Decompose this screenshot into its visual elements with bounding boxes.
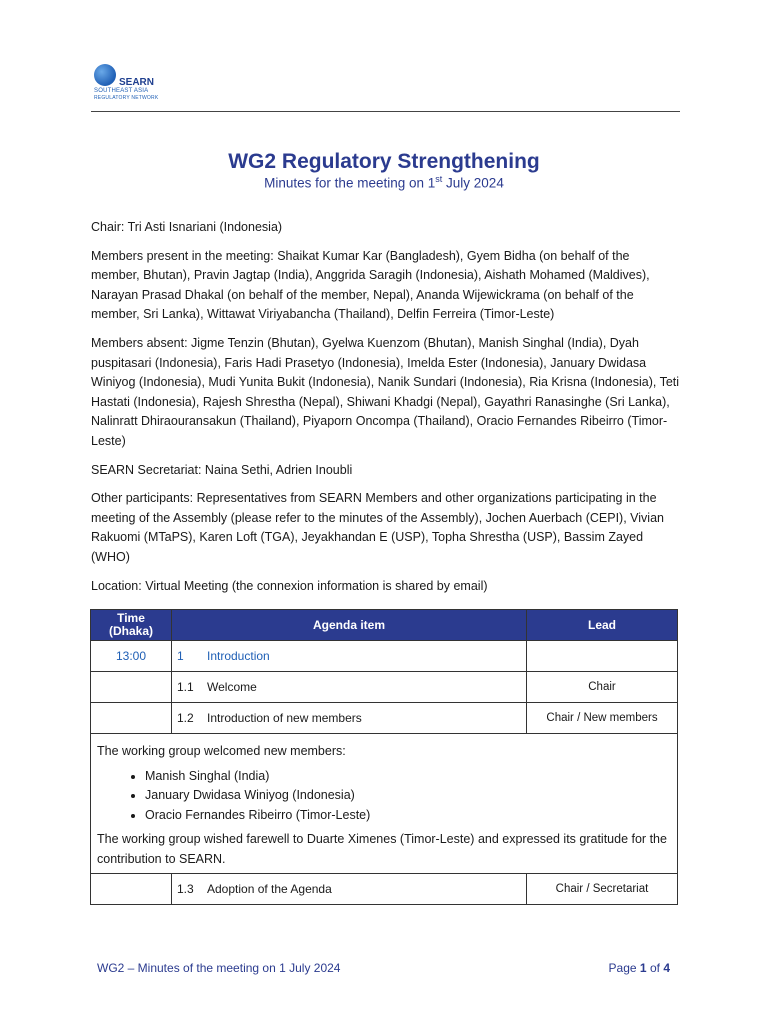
logo-name: SEARN xyxy=(119,77,155,88)
page-number: Page 1 of 4 xyxy=(608,961,670,975)
row-item: 1.3 Adoption of the Agenda xyxy=(172,874,527,905)
header-time: Time (Dhaka) xyxy=(91,610,172,641)
other-participants-paragraph: Other participants: Representatives from SEARN Members and other organizations participating in the meeting of the Assembly (please refer to the minutes of the Assembly), Jochen Auerbach (CEPI), Vivian Rakuomi (MTaPS), Karen Loft (TGA), Jeyakhandan E (USP), Topha Shrestha (USP), Bassim Zayed (WHO) xyxy=(91,491,664,564)
table-row xyxy=(91,641,678,672)
minutes-body xyxy=(91,218,680,605)
row-lead: Chair xyxy=(527,672,678,703)
document-title: WG2 Regulatory Strengthening xyxy=(228,150,540,173)
table-row xyxy=(91,703,678,734)
row-time xyxy=(91,672,172,703)
members-absent-paragraph: Members absent: Jigme Tenzin (Bhutan), Gyelwa Kuenzom (Bhutan), Manish Singhal (India), Dyah puspitasari (Indonesia), Faris Hadi Prasetyo (Indonesia), Imelda Ester (Indonesia), January Dwidasa Winiyog (Indonesia), Mudi Yunita Bukit (Indonesia), Nanik Sundari (Indonesia), Ria Krisna (Indonesia), Teti Hastati (Indonesia), Rajesh Shrestha (Nepal), Shiwani Khadgi (Nepal), Gayathri Ranasinghe (Sri Lanka), Nalinratt Dhiraouransakun (Thailand), Piyaporn Oncompa (Thailand), Oracio Fernandes Ribeirro (Timor-Leste) xyxy=(91,335,680,448)
notes-row xyxy=(91,734,678,874)
members-present-paragraph: Members present in the meeting: Shaikat Kumar Kar (Bangladesh), Gyem Bidha (on behalf of the member, Bhutan), Pravin Jagtap (India), Anggrida Saragih (Indonesia), Aishath Mohamed (Maldives), Narayan Prasad Dhakal (on behalf of the member, Nepal), Ananda Wijewickrama (on behalf of the member, Sri Lanka), Wittawat Viriyabancha (Thailand), Delfin Ferreira (Timor-Leste) xyxy=(91,248,650,322)
row-lead xyxy=(527,641,678,672)
list-item: • Manish Singhal (India) xyxy=(145,767,671,787)
document-subtitle: Minutes for the meeting on 1st July 2024 xyxy=(264,174,504,191)
new-members-list xyxy=(97,767,671,826)
chair-paragraph: Chair: Tri Asti Isnariani (Indonesia) xyxy=(91,220,283,234)
row-item: 1.2 Introduction of new members xyxy=(172,703,527,734)
agenda-table xyxy=(90,609,678,905)
row-item: 1 Introduction xyxy=(172,641,527,672)
row-time xyxy=(91,874,172,905)
notes-intro: The working group welcomed new members: xyxy=(97,744,346,758)
table-row xyxy=(91,874,678,905)
logo-subtitle-line2: REGULATORY NETWORK xyxy=(94,95,159,101)
table-row xyxy=(91,672,678,703)
searn-logo xyxy=(94,64,164,106)
row-lead: Chair / Secretariat xyxy=(527,874,678,905)
row-item: 1.1 Welcome xyxy=(172,672,527,703)
notes-cell xyxy=(91,734,678,874)
header-divider xyxy=(91,111,680,112)
list-item: • January Dwidasa Winiyog (Indonesia) xyxy=(145,786,671,806)
globe-icon xyxy=(94,64,116,86)
header-agenda-item: Agenda item xyxy=(172,610,527,641)
agenda-header-row xyxy=(91,610,678,641)
notes-farewell: The working group wished farewell to Duarte Ximenes (Timor-Leste) and expressed its gratitude for the contribution to SEARN. xyxy=(97,832,667,866)
list-item: • Oracio Fernandes Ribeirro (Timor-Leste) xyxy=(145,806,671,826)
header-lead: Lead xyxy=(527,610,678,641)
location-paragraph: Location: Virtual Meeting (the connexion information is shared by email) xyxy=(91,578,488,593)
row-time: 13:00 xyxy=(91,641,172,672)
row-lead: Chair / New members xyxy=(527,703,678,734)
footer-title: WG2 – Minutes of the meeting on 1 July 2024 xyxy=(97,961,341,975)
secretariat-paragraph: SEARN Secretariat: Naina Sethi, Adrien Inoubli xyxy=(91,462,353,477)
row-time xyxy=(91,703,172,734)
logo-subtitle-line1: SOUTHEAST ASIA xyxy=(94,88,149,94)
